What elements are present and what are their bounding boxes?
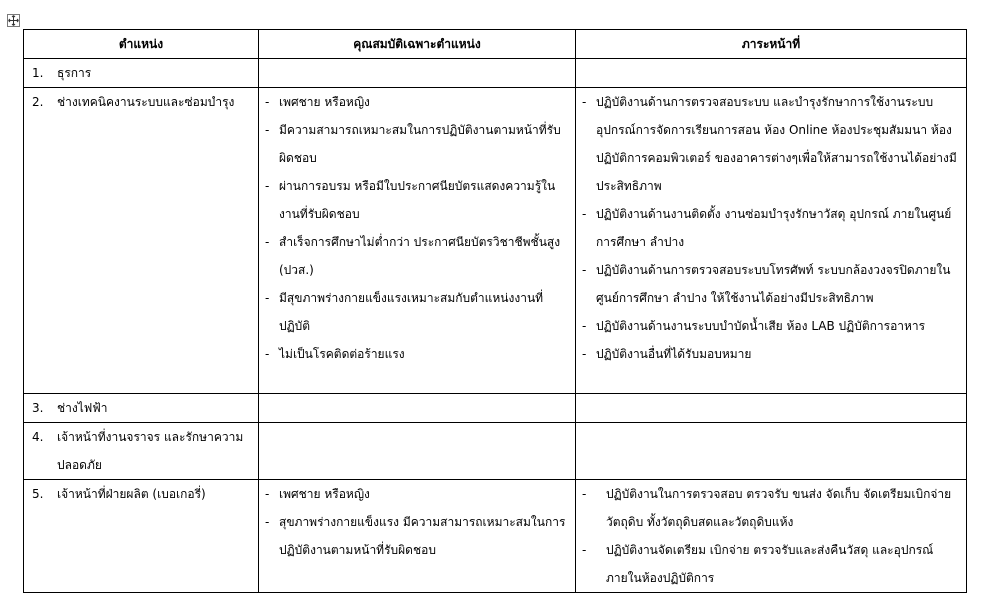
qualifications-cell[interactable] xyxy=(259,88,576,394)
bullet: - xyxy=(582,319,587,333)
qualifications-cell[interactable] xyxy=(259,394,576,423)
row-number: 5. xyxy=(32,487,44,501)
row-number: 1. xyxy=(32,66,44,80)
table-row xyxy=(24,88,967,394)
list-item: - เพศชาย หรือหญิง xyxy=(265,88,569,116)
list-item: - ไม่เป็นโรคติดต่อร้ายแรง xyxy=(265,340,569,368)
bullet: - xyxy=(265,291,270,305)
bullet: - xyxy=(265,123,270,137)
row-number: 4. xyxy=(32,430,44,444)
qualifications-list xyxy=(259,480,575,564)
bullet: - xyxy=(582,207,587,221)
duties-list xyxy=(576,88,966,368)
table-row xyxy=(24,423,967,480)
list-item: - สุขภาพร่างกายแข็งแรง มีความสามารถเหมาะสมในการปฏิบัติงานตามหน้าที่รับผิดชอบ xyxy=(265,508,569,564)
bullet: - xyxy=(265,347,270,361)
header-qualifications: คุณสมบัติเฉพาะตำแหน่ง xyxy=(259,30,576,59)
bullet: - xyxy=(582,347,587,361)
bullet: - xyxy=(582,95,587,109)
bullet: - xyxy=(265,235,270,249)
duties-cell[interactable] xyxy=(576,88,967,394)
row-number: 3. xyxy=(32,401,44,415)
list-item: - ปฏิบัติงานด้านการตรวจสอบระบบโทรศัพท์ ระบบกล้องวงจรปิดภายในศูนย์การศึกษา ลำปาง ให้ใช้งานได้อย่างมีประสิทธิภาพ xyxy=(582,256,960,312)
position-title: ธุรการ xyxy=(57,66,92,80)
table-move-handle-icon[interactable] xyxy=(7,14,20,27)
header-position: ตำแหน่ง xyxy=(24,30,259,59)
qualifications-cell[interactable] xyxy=(259,423,576,480)
position-cell[interactable] xyxy=(24,423,259,480)
bullet: - xyxy=(582,487,587,501)
job-positions-table xyxy=(23,29,967,593)
duties-cell[interactable] xyxy=(576,423,967,480)
duties-cell[interactable] xyxy=(576,394,967,423)
bullet: - xyxy=(265,179,270,193)
position-title: ช่างเทคนิคงานระบบและซ่อมบำรุง xyxy=(57,95,235,109)
list-item: - ปฏิบัติงานจัดเตรียม เบิกจ่าย ตรวจรับและส่งคืนวัสดุ และอุปกรณ์ภายในห้องปฏิบัติการ xyxy=(582,536,960,592)
list-item: - ผ่านการอบรม หรือมีใบประกาศนียบัตรแสดงความรู้ในงานที่รับผิดชอบ xyxy=(265,172,569,228)
list-item: - เพศชาย หรือหญิง xyxy=(265,480,569,508)
duties-cell[interactable] xyxy=(576,59,967,88)
list-item: - มีความสามารถเหมาะสมในการปฏิบัติงานตามหน้าที่รับผิดชอบ xyxy=(265,116,569,172)
position-cell[interactable] xyxy=(24,88,259,394)
qualifications-cell[interactable] xyxy=(259,59,576,88)
position-cell[interactable] xyxy=(24,480,259,593)
bullet: - xyxy=(265,95,270,109)
list-item: - ปฏิบัติงานอื่นที่ได้รับมอบหมาย xyxy=(582,340,960,368)
position-cell[interactable] xyxy=(24,394,259,423)
position-title: เจ้าหน้าที่งานจราจร และรักษาความปลอดภัย xyxy=(57,430,244,472)
list-item: - ปฏิบัติงานด้านการตรวจสอบระบบ และบำรุงรักษาการใช้งานระบบอุปกรณ์การจัดการเรียนการสอน ห้อง Online ห้องประชุมสัมมนา ห้องปฏิบัติการคอมพิวเตอร์ ของอาคารต่างๆเพื่อให้สามารถใช้งานได้อย่างมีประสิทธิภาพ xyxy=(582,88,960,200)
header-duties: ภาระหน้าที่ xyxy=(576,30,967,59)
list-item: - มีสุขภาพร่างกายแข็งแรงเหมาะสมกับตำแหน่งงานที่ปฏิบัติ xyxy=(265,284,569,340)
position-title: ช่างไฟฟ้า xyxy=(57,401,108,415)
list-item: - ปฏิบัติงานในการตรวจสอบ ตรวจรับ ขนส่ง จัดเก็บ จัดเตรียมเบิกจ่ายวัตถุดิบ ทั้งวัตถุดิบสดและวัตถุดิบแห้ง xyxy=(582,480,960,536)
qualifications-list xyxy=(259,88,575,368)
bullet: - xyxy=(582,543,587,557)
row-number: 2. xyxy=(32,95,44,109)
bullet: - xyxy=(265,487,270,501)
duties-cell[interactable] xyxy=(576,480,967,593)
qualifications-cell[interactable] xyxy=(259,480,576,593)
table-row xyxy=(24,59,967,88)
list-item: - ปฏิบัติงานด้านงานระบบบำบัดน้ำเสีย ห้อง LAB ปฏิบัติการอาหาร xyxy=(582,312,960,340)
position-cell[interactable] xyxy=(24,59,259,88)
header-row xyxy=(24,30,967,59)
table-row xyxy=(24,394,967,423)
bullet: - xyxy=(265,515,270,529)
list-item: - สำเร็จการศึกษาไม่ต่ำกว่า ประกาศนียบัตรวิชาชีพชั้นสูง (ปวส.) xyxy=(265,228,569,284)
duties-list xyxy=(576,480,966,592)
position-title: เจ้าหน้าที่ฝ่ายผลิต (เบอเกอรี่) xyxy=(57,487,206,501)
table-row xyxy=(24,480,967,593)
bullet: - xyxy=(582,263,587,277)
list-item: - ปฏิบัติงานด้านงานติดตั้ง งานซ่อมบำรุงรักษาวัสดุ อุปกรณ์ ภายในศูนย์การศึกษา ลำปาง xyxy=(582,200,960,256)
